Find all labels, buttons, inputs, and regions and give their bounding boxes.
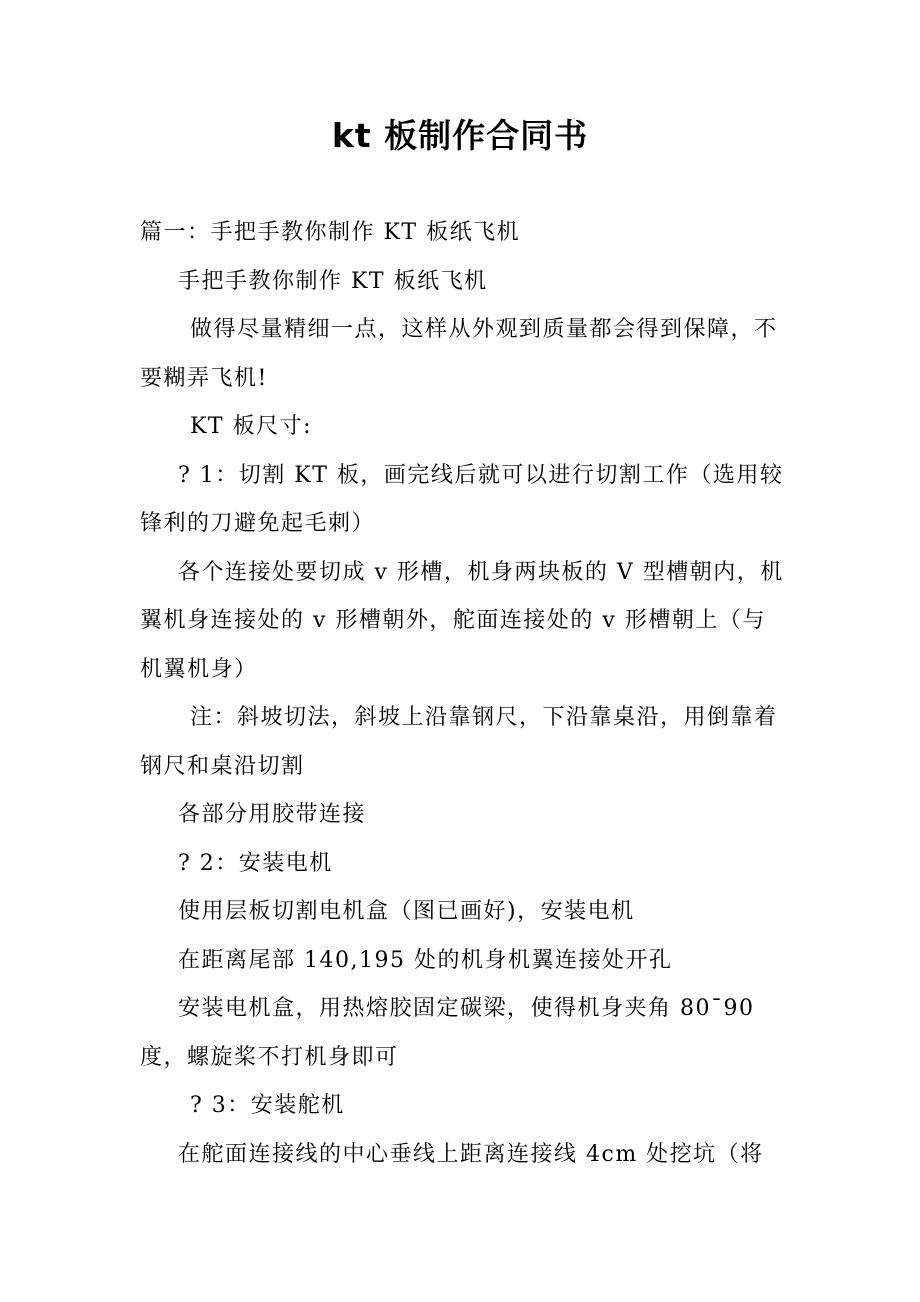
paragraph: 在舵面连接线的中心垂线上距离连接线 4cm 处挖坑（将 — [178, 1141, 764, 1167]
paragraph: 在距离尾部 140,195 处的机身机翼连接处开孔 — [178, 947, 673, 973]
section-heading: 篇一：手把手教你制作 KT 板纸飞机 — [140, 220, 521, 245]
paragraph: 各部分用胶带连接 — [178, 802, 367, 827]
step-heading: ? 3：安装舵机 — [190, 1093, 345, 1118]
step-heading: ? 1：切割 KT 板，画完线后就可以进行切割工作（选用较锋利的刀避免起毛刺） — [140, 462, 784, 536]
paragraph: 各个连接处要切成 v 形槽，机身两块板的 V 型槽朝内，机翼机身连接处的 v 形槽朝外，舵面连接处的 v 形槽朝上（与机翼机身） — [140, 559, 784, 682]
paragraph: 做得尽量精细一点，这样从外观到质量都会得到保障，不要糊弄飞机! — [140, 317, 778, 391]
step-heading: ? 2：安装电机 — [178, 850, 333, 876]
paragraph: 安装电机盒，用热熔胶固定碳梁，使得机身夹角 80¯90 度，螺旋桨不打机身即可 — [140, 996, 755, 1070]
paragraph: 使用层板切割电机盒（图已画好)，安装电机 — [178, 899, 635, 924]
document-body — [140, 209, 784, 1179]
paragraph: 注：斜坡切法，斜坡上沿靠钢尺，下沿靠桌沿，用倒靠着钢尺和桌沿切割 — [140, 705, 778, 779]
article-title: 手把手教你制作 KT 板纸飞机 — [178, 268, 488, 294]
document-title: kt 板制作合同书 — [331, 116, 589, 155]
paragraph: KT 板尺寸: — [190, 414, 313, 439]
